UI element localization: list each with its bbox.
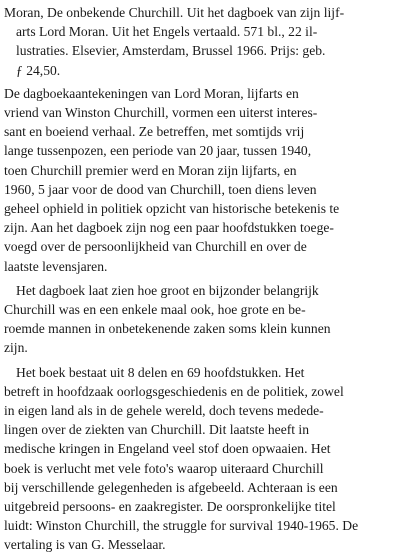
entry-line-3: lustraties. Elsevier, Amsterdam, Brussel 1966. Prijs: geb.	[16, 43, 326, 59]
entry-line-4: ƒ 24,50.	[16, 62, 61, 78]
paragraph-line: in eigen land als in de gehele wereld, doch tevens medede-	[4, 403, 324, 419]
paragraph-line: sant en boeiend verhaal. Ze betreffen, met somtijds vrij	[4, 124, 305, 140]
paragraph-line: vertaling is van G. Messelaar.	[4, 537, 166, 553]
paragraph-line: 1960, 5 jaar voor de dood van Churchill, toen diens leven	[4, 181, 317, 197]
review-paragraph-3	[4, 363, 410, 555]
paragraph-line: bij verschillende gelegenheden is afgebeeld. Achteraan is een	[4, 479, 338, 495]
paragraph-line: laatste levensjaren.	[4, 258, 108, 274]
paragraph-line: lange tussenpozen, een periode van 20 jaar, tussen 1940,	[4, 143, 312, 159]
review-paragraph-1	[4, 84, 410, 276]
paragraph-line: zijn.	[4, 340, 28, 356]
review-paragraph-2	[4, 281, 410, 358]
paragraph-line: zijn. Aan het dagboek zijn nog een paar hoofdstukken toege-	[4, 220, 334, 236]
paragraph-line: Het dagboek laat zien hoe groot en bijzonder belangrijk	[16, 282, 319, 298]
book-review-page	[4, 3, 410, 560]
paragraph-line: voegd over de persoonlijkheid van Churchill en over de	[4, 239, 307, 255]
paragraph-line: luidt: Winston Churchill, the struggle for survival 1940-1965. De	[4, 518, 359, 534]
entry-line-2: arts Lord Moran. Uit het Engels vertaald. 571 bl., 22 il-	[16, 24, 318, 40]
paragraph-line: vriend van Winston Churchill, vormen een uiterst interes-	[4, 105, 318, 121]
paragraph-line: roemde mannen in onbetekenende zaken soms klein kunnen	[4, 321, 331, 337]
entry-line-1: Moran, De onbekende Churchill. Uit het dagboek van zijn lijf-	[4, 5, 345, 20]
paragraph-line: medische kringen in Engeland veel stof doen opwaaien. Het	[4, 441, 331, 457]
paragraph-line: boek is verlucht met vele foto's waarop uiteraard Churchill	[4, 460, 324, 476]
paragraph-line: Het boek bestaat uit 8 delen en 69 hoofdstukken. Het	[16, 364, 305, 380]
paragraph-line: Churchill was en een enkele maal ook, hoe grote en be-	[4, 302, 306, 318]
bibliographic-entry	[4, 3, 410, 80]
paragraph-line: lingen over de ziekten van Churchill. Dit laatste heeft in	[4, 422, 310, 438]
paragraph-line: De dagboekaantekeningen van Lord Moran, lijfarts en	[4, 85, 299, 101]
paragraph-line: betreft in hoofdzaak oorlogsgeschiedenis en de politiek, zowel	[4, 383, 344, 399]
paragraph-line: toen Churchill premier werd en Moran zijn lijfarts, en	[4, 162, 297, 178]
paragraph-line: geheel ophield in politiek opzicht van historische betekenis te	[4, 201, 340, 217]
paragraph-line: uitgebreid persoons- en zaakregister. De oorspronkelijke titel	[4, 499, 336, 515]
